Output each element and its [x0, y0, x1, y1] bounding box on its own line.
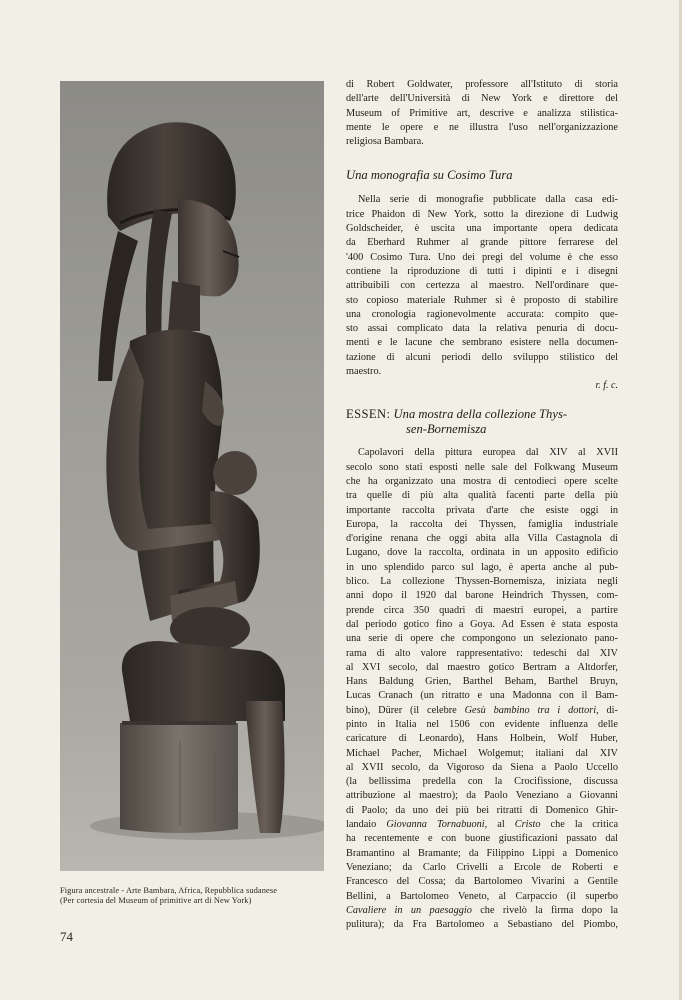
text-line: tra quelle di più alta qualità facenti parte della più — [346, 490, 618, 502]
heading-title-cont: sen-Bornemisza — [406, 422, 487, 437]
artwork-title: Cavaliere in un paesaggio — [346, 904, 472, 916]
text-line: Lucas Cranach (un ritratto e una Madonna con il Bam- — [346, 690, 618, 702]
text-line: prende circa 350 quadri di maestri europei, a partire — [346, 604, 618, 616]
text-line: una serie di opere che compongono un selezionato pano- — [346, 633, 618, 645]
text-line — [346, 704, 618, 718]
text-line: al XVI secolo, dal maestro gotico Bertram a Altdorfer, — [346, 661, 618, 673]
text-line: blico. La collezione Thyssen-Bornemisza, iniziata negli — [346, 576, 618, 588]
paragraph-essen — [346, 446, 618, 932]
text-line: dell'arte dell'Università di New York e direttore del — [346, 93, 618, 105]
text-line: sto assai complicato data la relativa penuria di docu- — [346, 323, 618, 335]
caption-line: Figura ancestrale - Arte Bambara, Africa, Repubblica sudanese — [60, 886, 278, 895]
text-line: religiosa Bambara. — [346, 136, 424, 148]
text-line: Veneziano; da Carlo Crivelli a Ercole de Roberti e — [346, 861, 618, 873]
text-line: Bellini, a Bartolomeo Veneto, al Carpaccio (il superbo — [346, 890, 618, 902]
text-line: caricature di Leonardo), Hans Holbein, Wolf Huber, — [346, 733, 618, 745]
section-heading-essen — [346, 407, 618, 437]
sculpture-photo — [60, 81, 324, 871]
text-line: dal periodo gotico fino a Goya. Ad Essen è stata esposta — [346, 618, 618, 630]
text-line: da Eberhard Ruhmer al grande pittore ferrarese del — [346, 237, 618, 249]
text-run: , di- — [596, 704, 618, 716]
text-line: secolo sono stati esposti nelle sale del Folkwang Museum — [346, 461, 618, 473]
text-line: di Robert Goldwater, professore all'Istituto di storia — [346, 79, 618, 90]
text-line: Bramantino al Bramante; da Filippino Lippi a Domenico — [346, 847, 618, 859]
photo-caption — [60, 886, 330, 906]
text-line: '400 Cosimo Tura. Uno dei pregi del volume è che esso — [346, 251, 618, 263]
text-line: Capolavori della pittura europea dal XIV al XVII — [358, 447, 618, 459]
text-line: maestro. — [346, 366, 382, 378]
text-run: che la critica — [540, 819, 619, 831]
artwork-title: Gesù bambino tra i dottori — [464, 704, 597, 716]
heading-title: Una mostra della collezione Thys- — [393, 407, 568, 422]
text-line: che ha organizzato una mostra di centodieci opere scelte — [346, 475, 618, 487]
artwork-title: Cristo — [514, 819, 541, 831]
text-column — [346, 78, 618, 932]
text-line: Museum of Primitive art, descrive e analizza stilistica- — [346, 107, 618, 119]
text-line: tazione di alcuni periodi dello sviluppo stilistico del — [346, 351, 618, 363]
text-line: anni dopo il 1920 dal barone Heindrich Thyssen, com- — [346, 590, 618, 602]
text-line: rama di alto valore rappresentativo: tedeschi dal XIV — [346, 647, 618, 659]
text-line: attribuzione al maestro); da Paolo Veneziano a Giovanni — [346, 790, 618, 802]
text-line: ha recentemente e con buone giustificazioni passato dal — [346, 833, 618, 845]
text-line: trice Phaidon di New York, sotto la direzione di Ludwig — [346, 208, 618, 220]
text-line: Lugano, dove la raccolta, ordinata in un apposito edificio — [346, 547, 618, 559]
text-line: una cronologia ragionevolmente accurata: compito que- — [346, 308, 618, 320]
text-line: pulitura); da Fra Bartolomeo a Sebastiano del Piombo, — [346, 919, 618, 931]
text-line: mente le opere e ne illustra l'uso nell'organizzazione — [346, 121, 618, 133]
text-line: Hans Baldung Grien, Barthel Beham, Barthel Bruyn, — [346, 676, 618, 688]
author-signature: r. f. c. — [595, 380, 618, 392]
caption-line: (Per cortesia del Museum of primitive art di New York) — [60, 896, 252, 905]
text-line: menti e le lacune che sembrano esistere nella documen- — [346, 337, 618, 349]
text-line: attribuibili con certezza al maestro. Nell'ordinare que- — [346, 280, 618, 292]
text-line: al XVII secolo, da Vigoroso da Siena a Paolo Uccello — [346, 761, 618, 773]
text-line: Francesco del Cossa; da Bartolomeo Vivarini a Gentile — [346, 876, 618, 888]
text-line: (la bellissima predella con la Crocifissione, discussa — [346, 776, 618, 788]
paragraph-tura — [346, 193, 618, 379]
text-run: che rivelò la firma dopo la — [471, 904, 618, 916]
text-line — [346, 818, 618, 832]
text-line: Goldscheider, è uscita una importante opera dedicata — [346, 223, 618, 235]
text-run: bino), Dürer (il celebre — [346, 704, 465, 716]
text-line: sto copioso materiale Ruhmer si è proposto di stabilire — [346, 294, 618, 306]
text-line: Europa, la raccolta dei Thyssen, famiglia industriale — [346, 518, 618, 530]
text-line — [346, 904, 618, 918]
intro-paragraph — [346, 78, 618, 149]
text-line: Michael Pacher, Michael Wolgemut; italiani dal XIV — [346, 747, 618, 759]
heading-city: ESSEN: — [346, 407, 391, 422]
text-line: Nella serie di monografie pubblicate dalla casa edi- — [358, 194, 618, 206]
text-line: in uno splendido parco sul lago, è aperta anche al pub- — [346, 561, 618, 573]
bambara-figure-image — [60, 81, 324, 871]
text-line: contiene la riproduzione di tutti i dipinti e i disegni — [346, 265, 618, 277]
text-run: landaio — [346, 819, 387, 831]
section-heading-tura: Una monografia su Cosimo Tura — [346, 168, 513, 183]
text-line: importante raccolta privata d'arte che esiste oggi in — [346, 504, 618, 516]
text-line: di Paolo; da uno dei più bei ritratti di Domenico Ghir- — [346, 804, 618, 816]
text-line: d'origine renana che oggi abita alla Villa Castagnola di — [346, 533, 618, 545]
text-line: pinto in Italia nel 1506 con evidente influenza delle — [346, 718, 618, 730]
artwork-title: Giovanna Tornabuoni — [386, 819, 485, 831]
page-number: 74 — [60, 929, 73, 944]
text-run: , al — [484, 819, 515, 831]
